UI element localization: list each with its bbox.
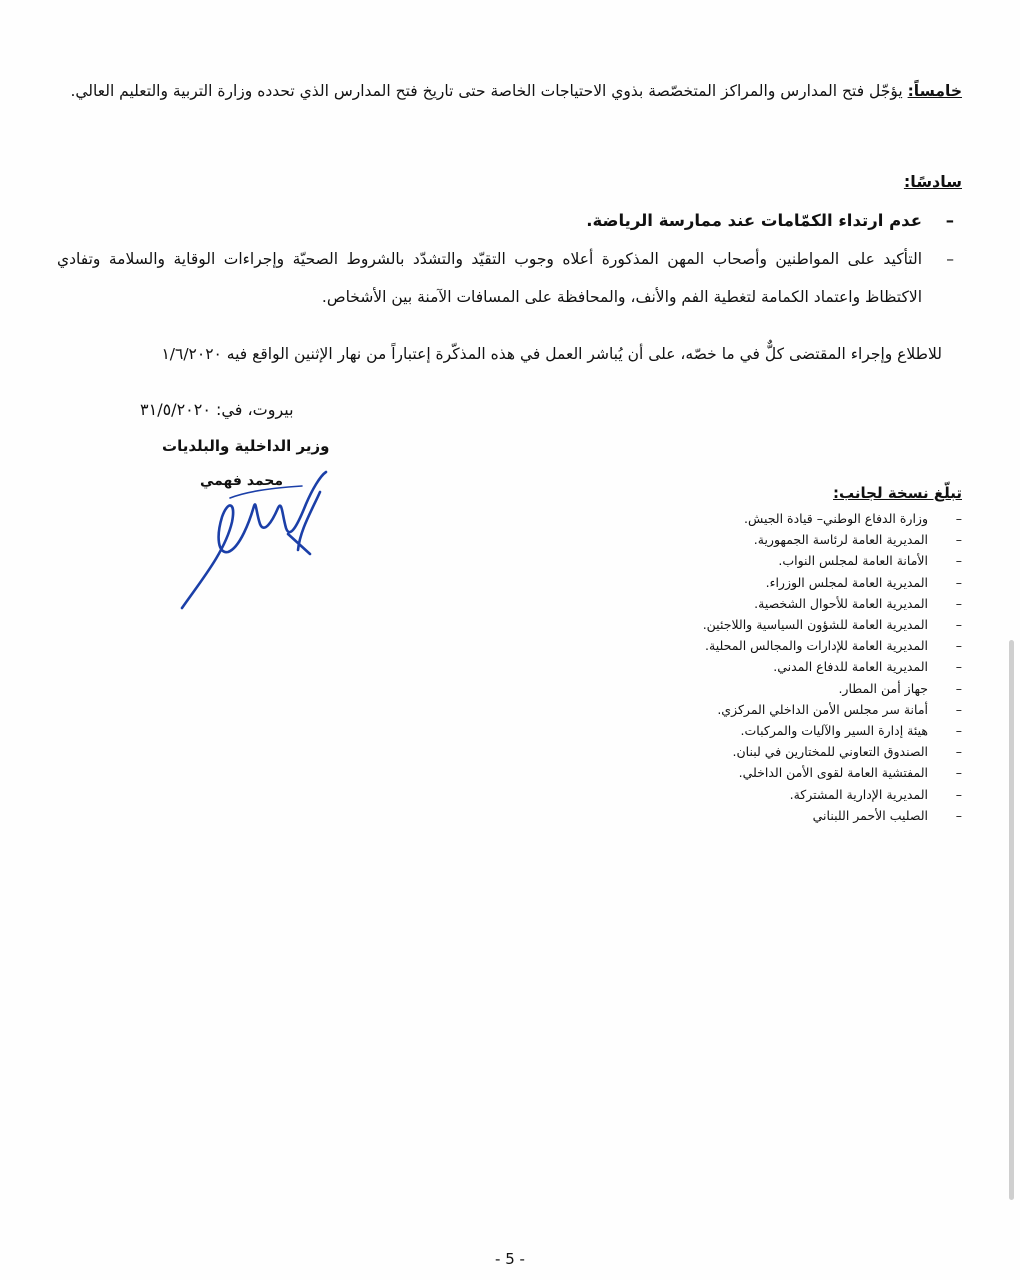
section-six-bullets xyxy=(57,202,962,316)
section-five-label: خامساً: xyxy=(907,82,962,100)
list-item: – المديرية العامة لمجلس الوزراء. xyxy=(765,574,962,590)
signature-date: بيروت، في: ٣١/٥/٢٠٢٠ xyxy=(140,400,294,419)
section-six-title: سادسًا: xyxy=(903,172,962,191)
list-item: – المديرية العامة للإدارات والمجالس المحلية. xyxy=(705,638,962,654)
list-item: – المديرية العامة للشؤون السياسية واللاجئين. xyxy=(702,617,962,633)
bullet-item: – التأكيد على المواطنين وأصحاب المهن المذكورة أعلاه وجوب التقيّد والتشدّد بالشروط الصحيّة وإجراءات الوقاية والسلامة وتفادي الاكتظاظ واعتماد الكمامة لتغطية الفم والأنف، والمحافظة على المسافات الآمنة بين الأشخاص. xyxy=(57,250,954,306)
section-five-text: يؤجّل فتح المدارس والمراكز المتخصّصة بذوي الاحتياجات الخاصة حتى تاريخ فتح المدارس الذي تحدده وزارة التربية والتعليم العالي. xyxy=(70,82,903,100)
list-item: – المفتشية العامة لقوى الأمن الداخلي. xyxy=(738,765,962,781)
list-item: – المديرية العامة للأحوال الشخصية. xyxy=(754,595,962,611)
handwritten-signature xyxy=(170,462,340,622)
list-item: – الأمانة العامة لمجلس النواب. xyxy=(778,553,962,569)
page-number: - 5 - xyxy=(495,1250,525,1268)
bullet-text: التأكيد على المواطنين وأصحاب المهن المذكورة أعلاه وجوب التقيّد والتشدّد بالشروط الصحيّة وإجراءات الوقاية والسلامة وتفادي الاكتظاظ واعتماد الكمامة لتغطية الفم والأنف، والمحافظة على المسافات الآمنة بين الأشخاص. xyxy=(57,250,922,306)
list-item: – المديرية العامة لرئاسة الجمهورية. xyxy=(753,532,962,548)
list-item: – وزارة الدفاع الوطني– قيادة الجيش. xyxy=(744,511,962,526)
closing-text: للاطلاع وإجراء المقتضى كلٌّ في ما خصّه، على أن يُباشر العمل في هذه المذكّرة إعتباراً من نهار الإثنين الواقع فيه ١/٦/٢٠٢٠ xyxy=(161,345,942,363)
minister-title: وزير الداخلية والبلديات xyxy=(162,437,330,455)
list-item: – جهاز أمن المطار. xyxy=(838,680,962,696)
list-item: – المديرية العامة للدفاع المدني. xyxy=(773,659,962,675)
closing-statement xyxy=(161,345,942,363)
section-five-paragraph xyxy=(57,72,962,110)
list-item: – هيئة إدارة السير والآليات والمركبات. xyxy=(740,723,962,739)
list-item: – أمانة سر مجلس الأمن الداخلي المركزي. xyxy=(717,701,962,717)
list-item: – الصندوق التعاوني للمختارين في لبنان. xyxy=(732,744,962,760)
list-item: – المديرية الإدارية المشتركة. xyxy=(789,786,962,802)
bullet-item: – عدم ارتداء الكمّامات عند ممارسة الرياضة. xyxy=(586,211,954,230)
scrollbar[interactable] xyxy=(1009,640,1014,1200)
bullet-text: عدم ارتداء الكمّامات عند ممارسة الرياضة. xyxy=(586,211,922,230)
minister-name: محمد فهمي xyxy=(200,473,284,489)
copies-list xyxy=(642,508,962,826)
copies-title: تبلّغ نسخة لجانب: xyxy=(833,484,962,502)
list-item: – الصليب الأحمر اللبناني xyxy=(812,807,962,823)
